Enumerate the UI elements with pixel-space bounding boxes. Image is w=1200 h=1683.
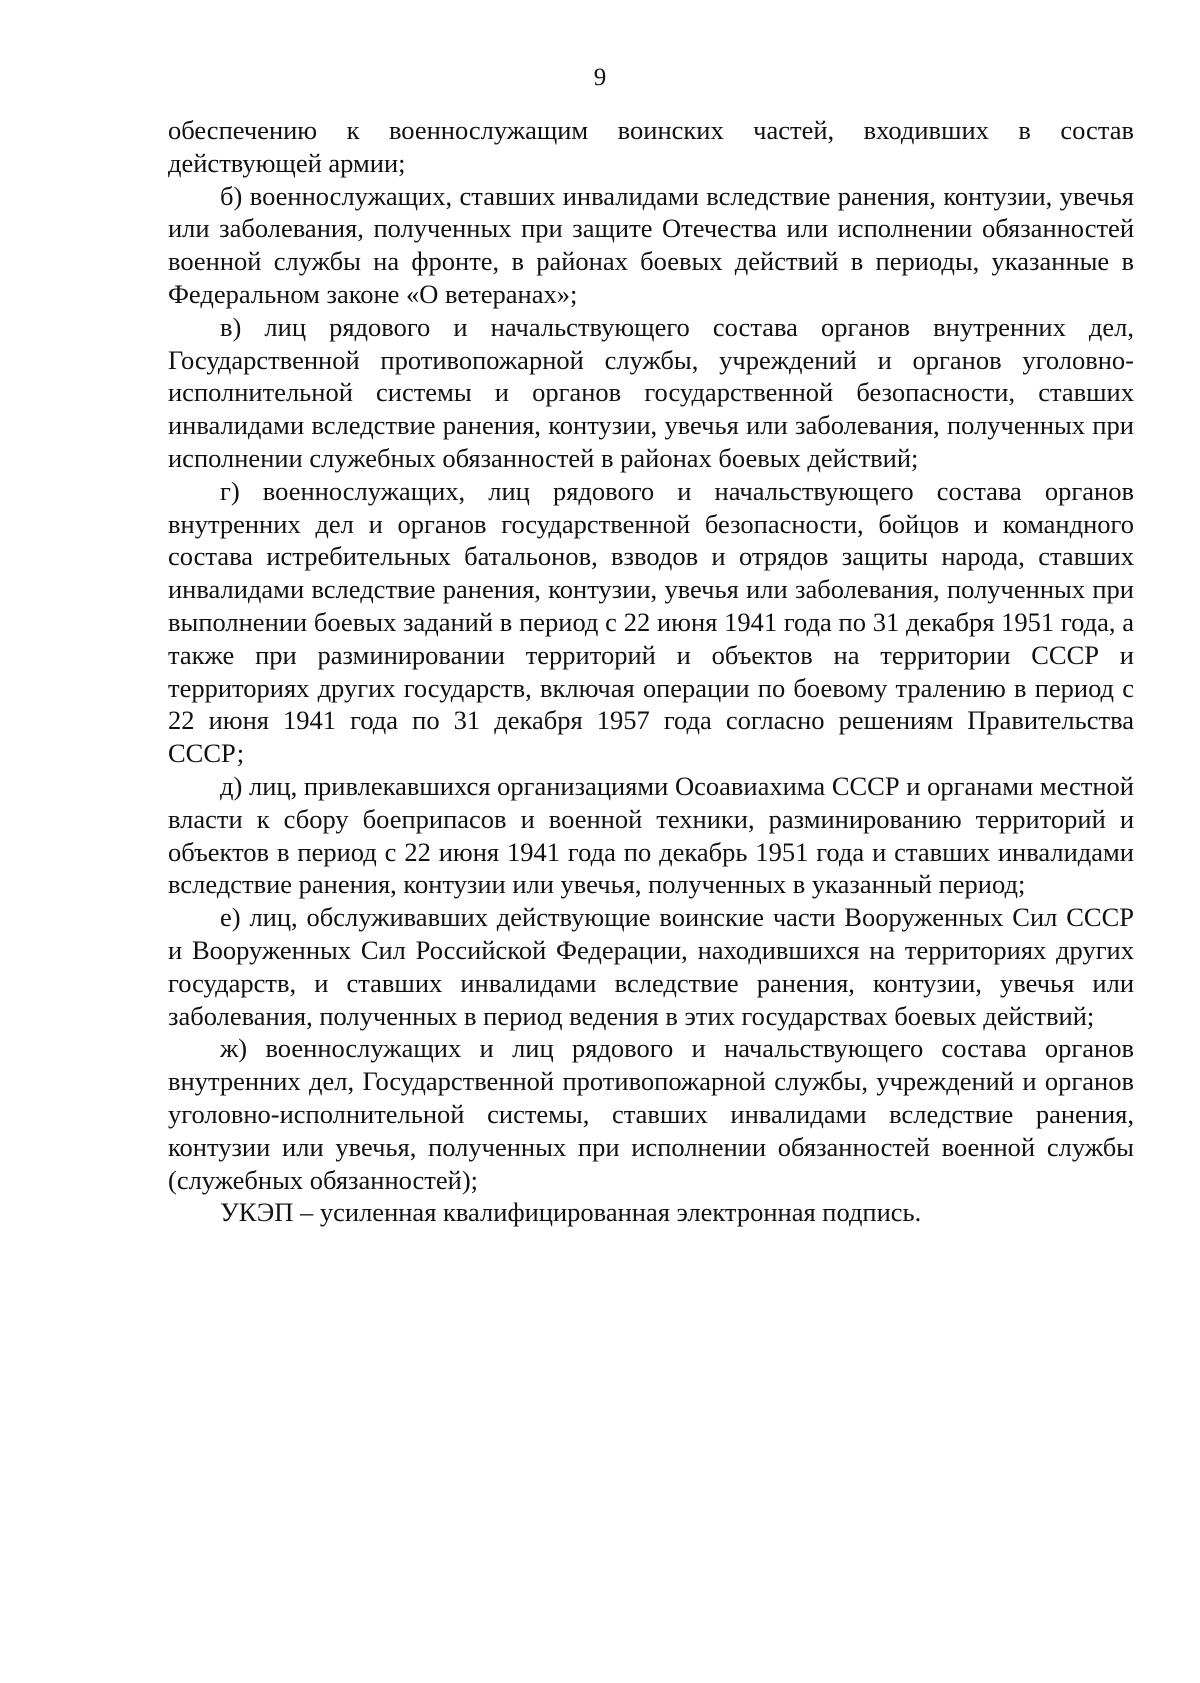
paragraph-item-zh: ж) военнослужащих и лиц рядового и начальствующего состава органов внутренних дел, Государственной противопожарной службы, учреждений и органов уголовно-исполнительной системы, ставших инвалидами вследствие ранения, контузии или увечья, полученных при исполнении обязанностей военной службы (служебных обязанностей); bbox=[168, 1033, 1134, 1195]
page-number: 9 bbox=[593, 64, 607, 91]
paragraph-ukep-definition: УКЭП – усиленная квалифицированная электронная подпись. bbox=[220, 1197, 922, 1228]
paragraph-item-e: е) лиц, обслуживавших действующие воинские части Вооруженных Сил СССР и Вооруженных Сил Российской Федерации, находившихся на территориях других государств, и ставших инвалидами вследствие ранения, контузии, увечья или заболевания, полученных в период ведения в этих государствах боевых действий; bbox=[168, 902, 1134, 1031]
paragraph-item-d: д) лиц, привлекавшихся организациями Осоавиахима СССР и органами местной власти к сбору боеприпасов и военной техники, разминированию территорий и объектов в период с 22 июня 1941 года по декабрь 1951 года и ставших инвалидами вследствие ранения, контузии или увечья, полученных в указанный период; bbox=[168, 770, 1134, 900]
paragraph-item-v: в) лиц рядового и начальствующего состава органов внутренних дел, Государственной противопожарной службы, учреждений и органов уголовно-исполнительной системы и органов государственной безопасности, ставших инвалидами вследствие ранения, контузии, увечья или заболевания, полученных при исполнении служебных обязанностей в районах боевых действий; bbox=[168, 311, 1134, 473]
paragraph-continuation: обеспечению к военнослужащим воинских частей, входивших в состав действующей армии; bbox=[168, 115, 1134, 178]
document-body bbox=[168, 114, 1134, 1229]
paragraph-item-g: г) военнослужащих, лиц рядового и начальствующего состава органов внутренних дел и органов государственной безопасности, бойцов и командного состава истребительных батальонов, взводов и отрядов защиты народа, ставших инвалидами вследствие ранения, контузии, увечья или заболевания, полученных при выполнении боевых заданий в период с 22 июня 1941 года по 31 декабря 1951 года, а также при разминировании территорий и объектов на территории СССР и территориях других государств, включая операции по боевому тралению в период с 22 июня 1941 года по 31 декабря 1957 года согласно решениям Правительства СССР; bbox=[168, 475, 1134, 769]
paragraph-item-b: б) военнослужащих, ставших инвалидами вследствие ранения, контузии, увечья или заболевания, полученных при защите Отечества или исполнении обязанностей военной службы на фронте, в районах боевых действий в периоды, указанные в Федеральном законе «О ветеранах»; bbox=[168, 180, 1134, 309]
